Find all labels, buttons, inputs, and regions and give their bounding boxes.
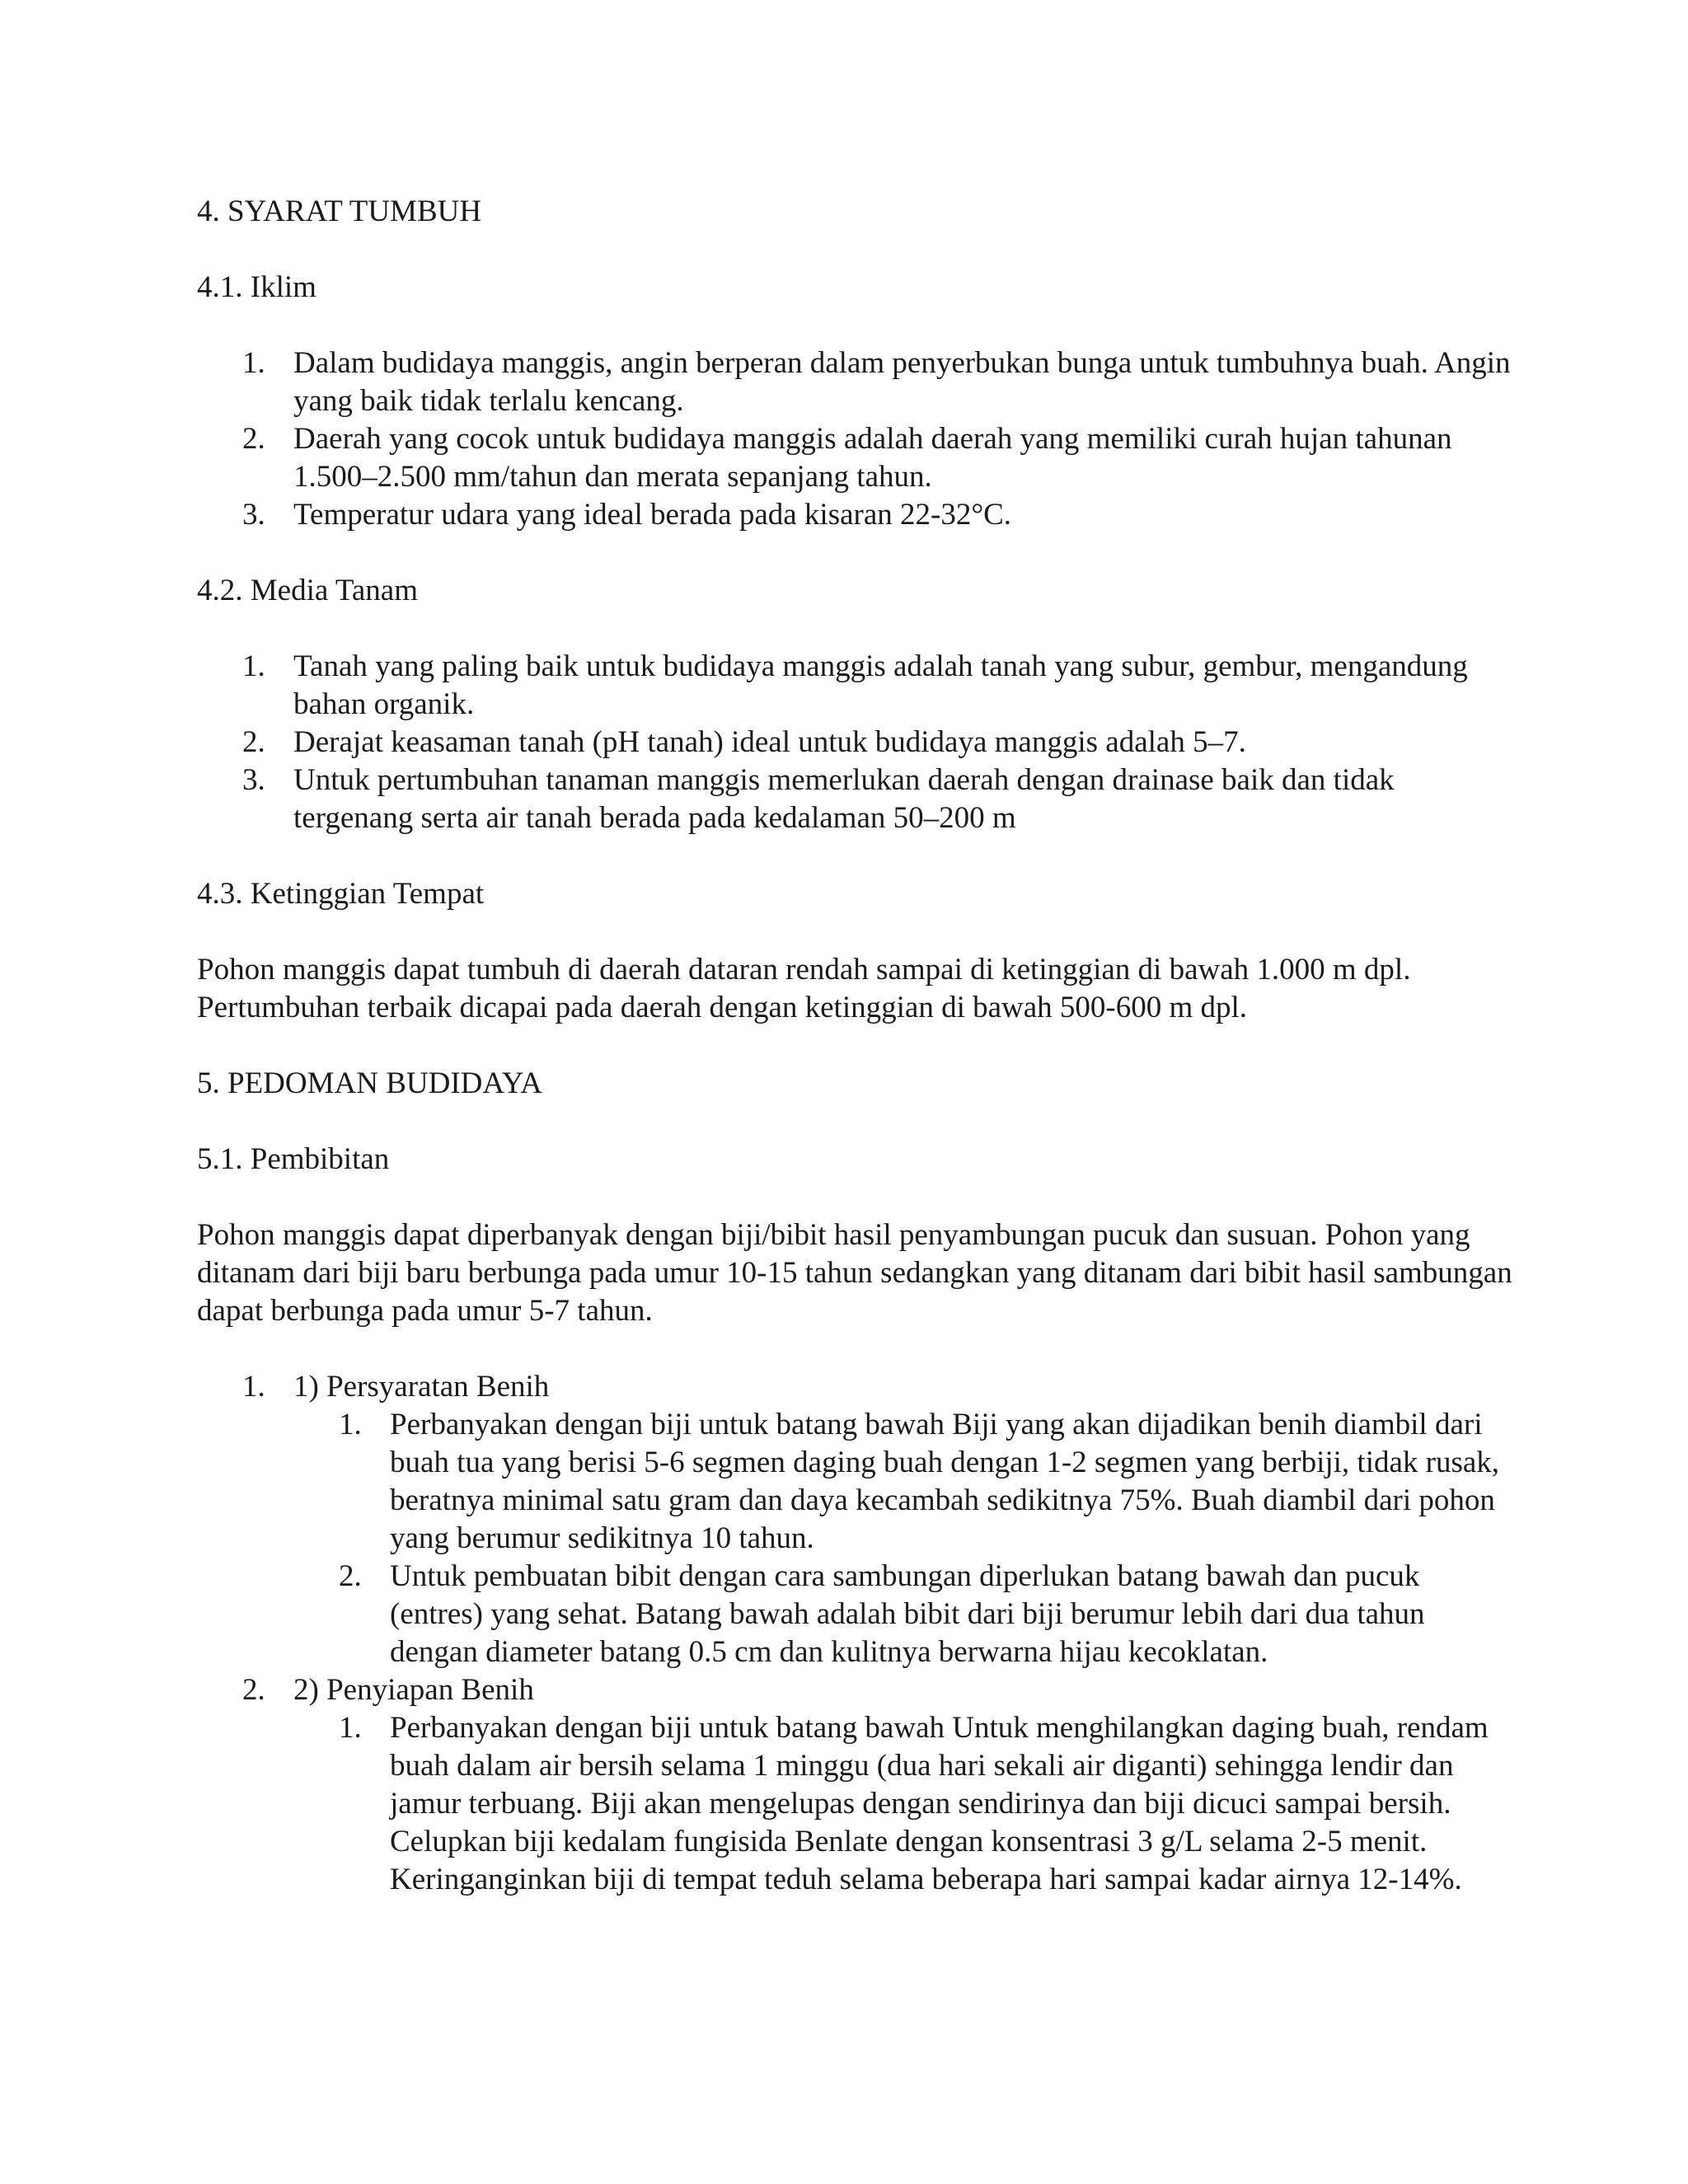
ketinggian-paragraph: Pohon manggis dapat tumbuh di daerah dataran rendah sampai di ketinggian di bawah 1.000 m dpl. Pertumbuhan terbaik dicapai pada daerah dengan ketinggian di bawah 500-600 m dpl. xyxy=(197,953,1411,1024)
section-4-heading: 4. SYARAT TUMBUH xyxy=(197,194,482,228)
list-item-text: 2) Penyiapan Benih xyxy=(293,1673,534,1707)
document-page xyxy=(197,193,1516,1937)
penyiapan-benih-sublist xyxy=(293,1709,1516,1899)
sublist-item xyxy=(339,1406,1516,1558)
list-item-text: Untuk pertumbuhan tanaman manggis memerlukan daerah dengan drainase baik dan tidak tergenang serta air tanah berada pada kedalaman 50–200 m xyxy=(293,763,1395,835)
section-4-2-heading: 4.2. Media Tanam xyxy=(197,574,418,607)
list-item xyxy=(242,762,1516,837)
list-item xyxy=(242,1671,1516,1899)
list-number: 1. xyxy=(242,649,265,683)
list-item-text: Tanah yang paling baik untuk budidaya manggis adalah tanah yang subur, gembur, mengandung bahan organik. xyxy=(293,649,1468,721)
section-5-1-heading: 5.1. Pembibitan xyxy=(197,1142,390,1176)
list-item xyxy=(242,496,1516,534)
sublist-item xyxy=(339,1709,1516,1899)
list-number: 3. xyxy=(242,763,265,797)
list-item xyxy=(242,648,1516,724)
list-item xyxy=(242,420,1516,496)
persyaratan-benih-sublist xyxy=(293,1406,1516,1671)
list-item-text: Dalam budidaya manggis, angin berperan dalam penyerbukan bunga untuk tumbuhnya buah. Angin yang baik tidak terlalu kencang. xyxy=(293,346,1511,418)
media-tanam-list xyxy=(197,648,1516,837)
section-4-3-heading: 4.3. Ketinggian Tempat xyxy=(197,877,485,911)
list-number: 3. xyxy=(242,498,265,532)
list-item xyxy=(242,724,1516,762)
sublist-number: 1. xyxy=(339,1408,362,1441)
section-4-1-heading: 4.1. Iklim xyxy=(197,270,316,304)
pembibitan-list xyxy=(197,1368,1516,1899)
list-item xyxy=(242,1368,1516,1671)
iklim-list xyxy=(197,344,1516,534)
list-item-text: Derajat keasaman tanah (pH tanah) ideal untuk budidaya manggis adalah 5–7. xyxy=(293,725,1246,759)
list-number: 2. xyxy=(242,725,265,759)
list-item-text: Temperatur udara yang ideal berada pada kisaran 22-32°C. xyxy=(293,498,1012,532)
list-item xyxy=(242,344,1516,420)
list-number: 1. xyxy=(242,346,265,380)
list-item-text: Daerah yang cocok untuk budidaya manggis adalah daerah yang memiliki curah hujan tahunan 1.500–2.500 mm/tahun dan merata sepanjang tahun. xyxy=(293,422,1452,494)
sublist-number: 2. xyxy=(339,1559,362,1593)
list-number: 2. xyxy=(242,422,265,456)
sublist-number: 1. xyxy=(339,1711,362,1745)
list-item-text: 1) Persyaratan Benih xyxy=(293,1370,550,1404)
sublist-item-text: Perbanyakan dengan biji untuk batang bawah Untuk menghilangkan daging buah, rendam buah dalam air bersih selama 1 minggu (dua hari sekali air diganti) sehingga lendir dan jamur terbuang. Biji akan mengelupas dengan sendirinya dan biji dicuci sampai bersih. Celupkan biji kedalam fungisida Benlate dengan konsentrasi 3 g/L selama 2-5 menit. Keringanginkan biji di tempat teduh selama beberapa hari sampai kadar airnya 12-14%. xyxy=(390,1711,1489,1896)
pembibitan-paragraph: Pohon manggis dapat diperbanyak dengan biji/bibit hasil penyambungan pucuk dan susuan. Pohon yang ditanam dari biji baru berbunga pada umur 10-15 tahun sedangkan yang ditanam dari bibit hasil sambungan dapat berbunga pada umur 5-7 tahun. xyxy=(197,1218,1512,1328)
sublist-item xyxy=(339,1558,1516,1671)
list-number: 2. xyxy=(242,1673,265,1707)
sublist-item-text: Untuk pembuatan bibit dengan cara sambungan diperlukan batang bawah dan pucuk (entres) yang sehat. Batang bawah adalah bibit dari biji berumur lebih dari dua tahun dengan diameter batang 0.5 cm dan kulitnya berwarna hijau kecoklatan. xyxy=(390,1559,1425,1669)
sublist-item-text: Perbanyakan dengan biji untuk batang bawah Biji yang akan dijadikan benih diambil dari buah tua yang berisi 5-6 segmen daging buah dengan 1-2 segmen yang berbiji, tidak rusak, beratnya minimal satu gram dan daya kecambah sedikitnya 75%. Buah diambil dari pohon yang berumur sedikitnya 10 tahun. xyxy=(390,1408,1500,1555)
list-number: 1. xyxy=(242,1370,265,1404)
section-5-heading: 5. PEDOMAN BUDIDAYA xyxy=(197,1066,543,1100)
